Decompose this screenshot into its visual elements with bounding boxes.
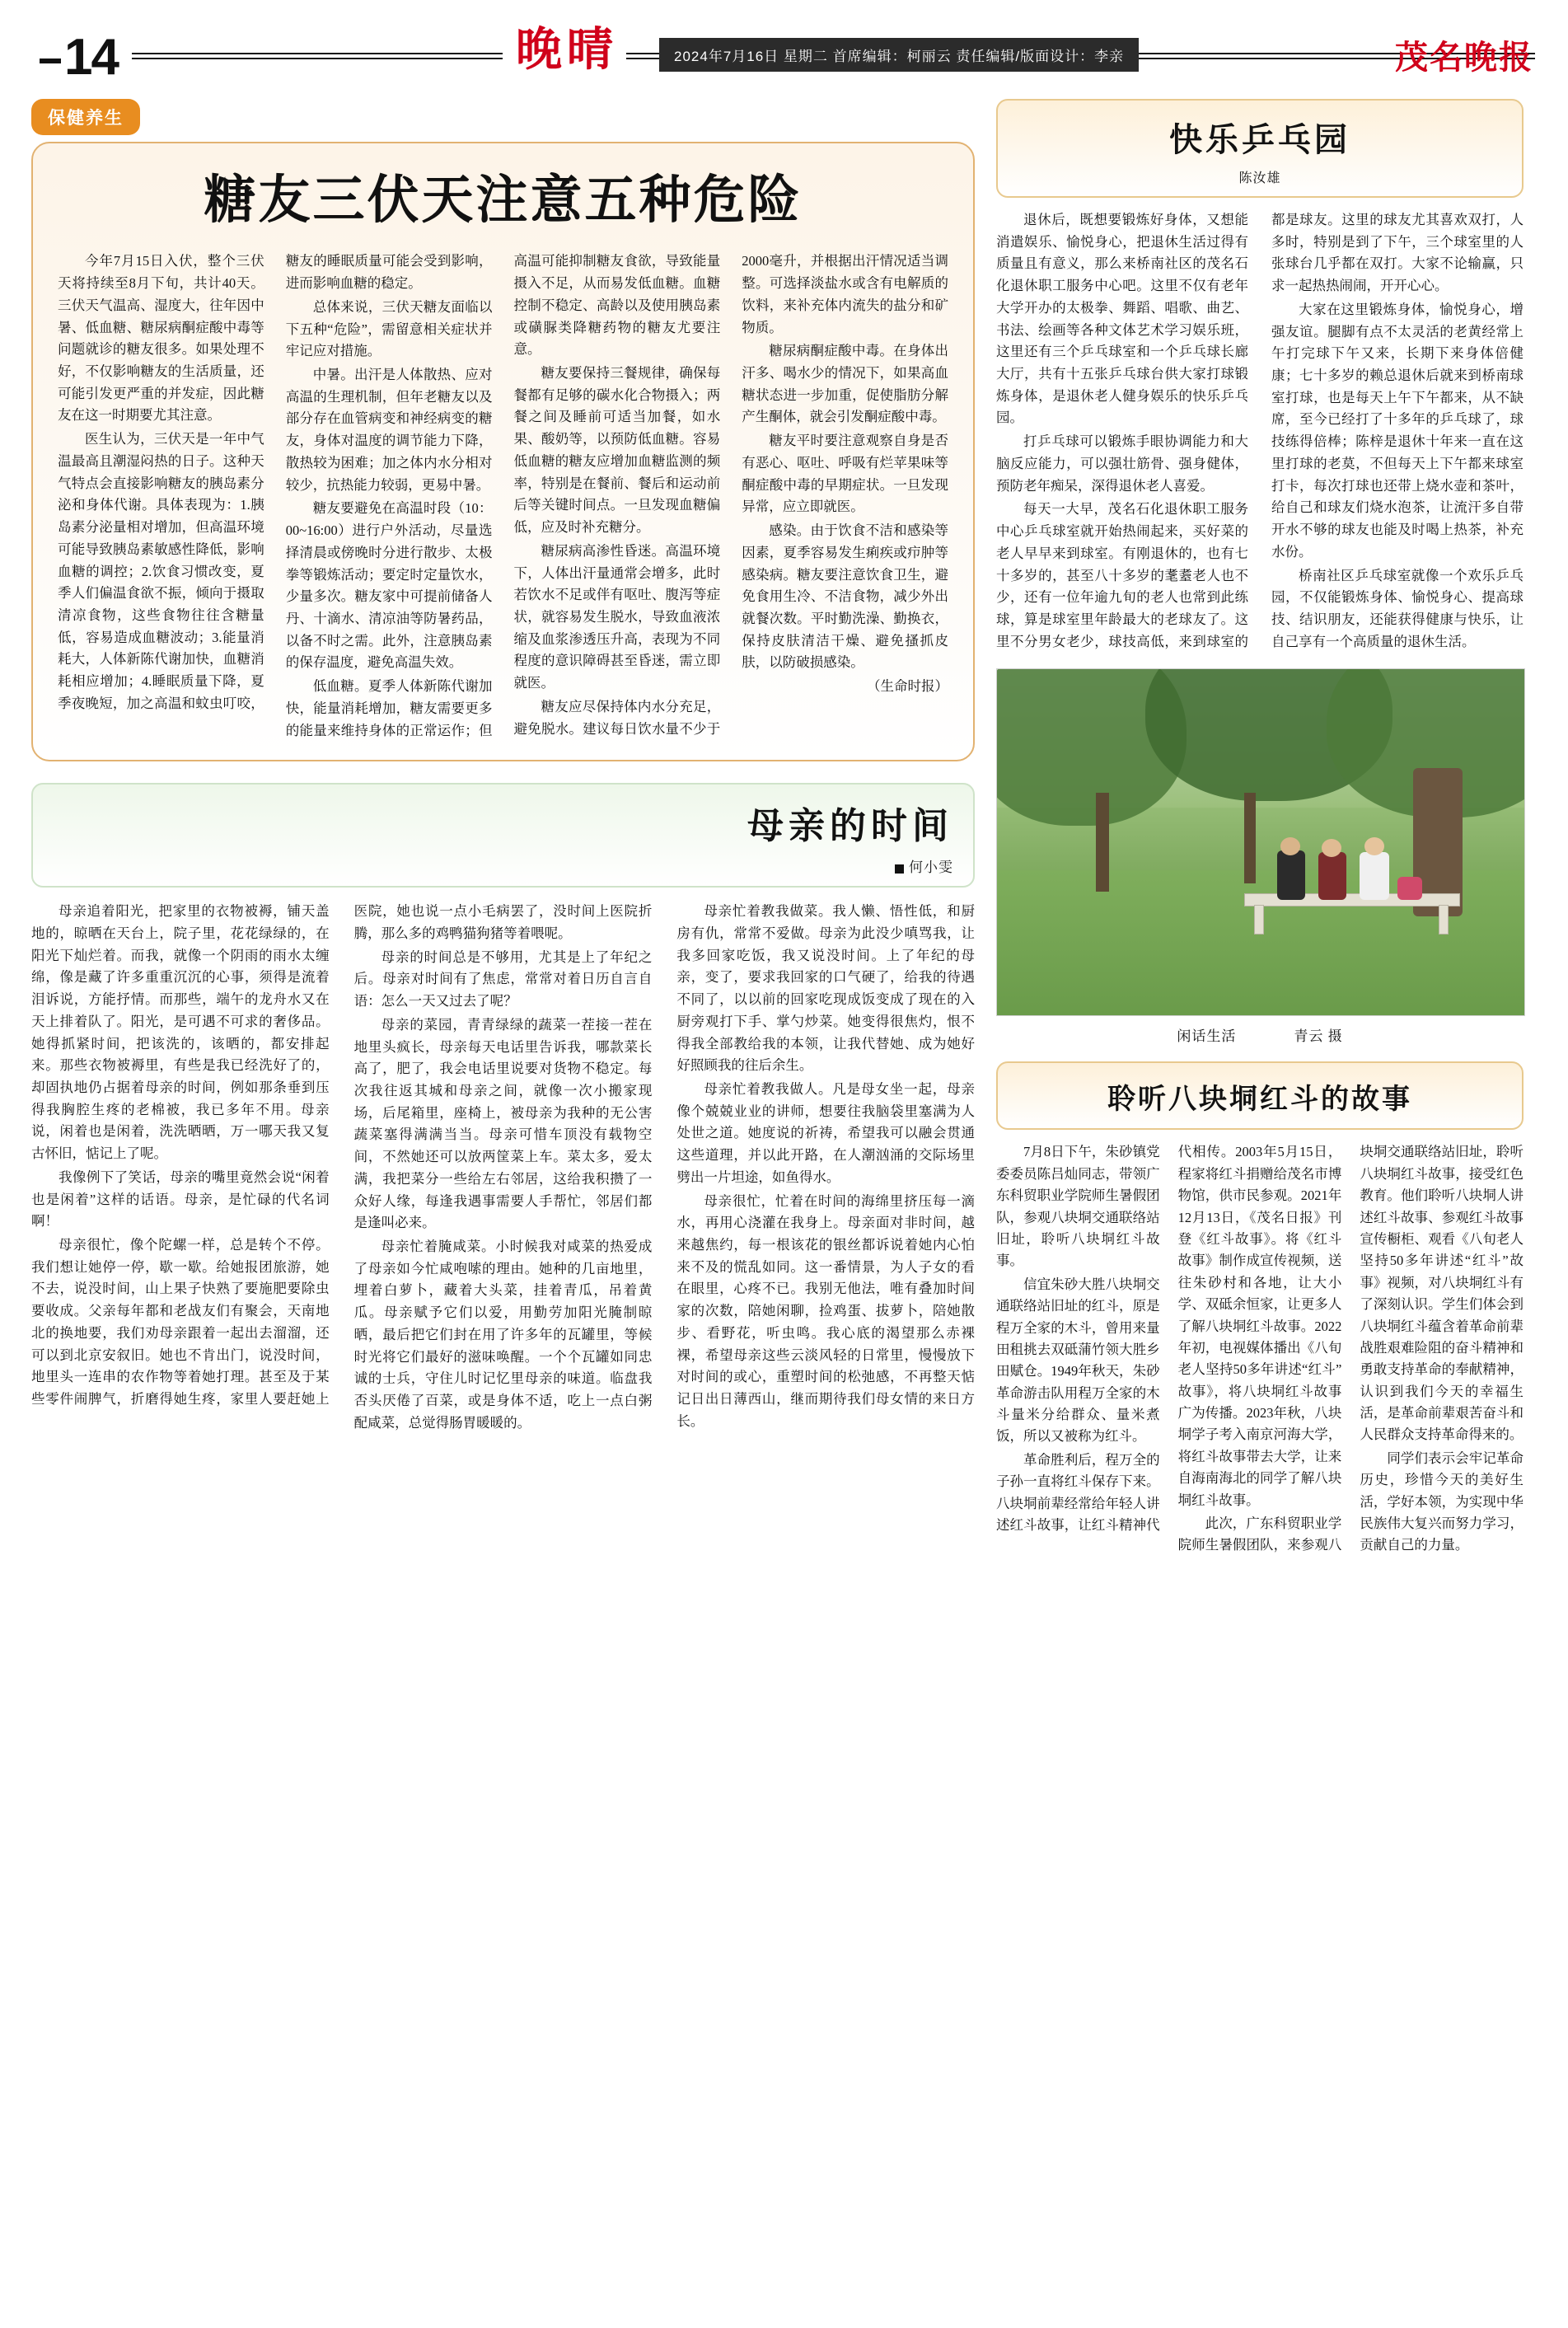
paragraph: 总体来说，三伏天糖友面临以下五种“危险”，需留意相关症状并牢记应对措施。 bbox=[285, 298, 493, 359]
paragraph: 信宜朱砂大胜八块垌交通联络站旧址的红斗，原是程万全家的木斗，曾用来量田租挑去双砥蒲竹领大胜乡田赋仓。1949年秋天，朱砂革命游击队用程万全家的木斗量米分给群众、量米煮饭，所以又被称为红斗。 bbox=[996, 1276, 1160, 1445]
paragraph: 大家在这里锻炼身体，愉悦身心，增强友谊。腿脚有点不太灵活的老黄经常上午打完球下午又来，长期下来身体倍健康；七十多岁的赖总退休后就来到桥南球室打球，也是每天上午下午都来，从不缺席，至今已经打了十多年的乒乓球了，球技练得倍棒；陈梓是退休十年来一直在这里打球的老莫，不但每天上下午都来球室打卡，每次打球也还带上烧水壶和茶叶，给自己和球友们烧水泡茶，让流汗多自带开水不够的球友也能及时喝上热茶，补充水份。 bbox=[1271, 301, 1524, 560]
photo-bench-leg bbox=[1439, 905, 1449, 934]
masthead-meta: 2024年7月16日 星期二 首席编辑：柯丽云 责任编辑/版面设计：李亲 bbox=[659, 38, 1139, 72]
paragraph: 糖尿病高渗性昏迷。高温环境下，人体出汗量通常会增多，此时若饮水不足或伴有呕吐、腹泻等症状，就容易发生脱水，导致血液浓缩及血浆渗透压升高，表现为不同程度的意识障碍甚至昏迷，需立即就医。 bbox=[513, 542, 721, 691]
left-column bbox=[31, 99, 975, 1557]
photo-bench-leg bbox=[1254, 905, 1264, 934]
photo-figure bbox=[996, 668, 1524, 1048]
page-number: 14 bbox=[40, 28, 118, 87]
photo-tree-trunk bbox=[1096, 793, 1109, 892]
main-article-body bbox=[58, 251, 948, 742]
paragraph: 糖友应尽保持体内水分充足，避免脱水。建议每日饮水量不少于2000毫升，并根据出汗情况适当调整。可选择淡盐水或含有电解质的饮料，来补充体内流失的盐分和矿物质。 bbox=[513, 253, 948, 737]
paragraph: 母亲忙着腌咸菜。小时候我对咸菜的热爱成了母亲如今忙咸咆嗦的理由。她种的几亩地里，埋着白萝卜，藏着大头菜，挂着青瓜，吊着黄瓜。母亲赋予它们以爱，用勤劳加阳光腌制晾晒，最后把它们封在用了许多年的瓦罐里，等候时光将它们最好的滋味唤醒。一个个瓦罐如同忠诚的士兵，守住儿时记忆里母亲的味道。临盘我否头厌倦了百菜，或是身体不适，吃上一点白粥配咸菜，总觉得肠胃暖暖的。 bbox=[353, 1239, 653, 1431]
paragraph: 感染。由于饮食不洁和感染等因素，夏季容易发生痢疾或疖肿等感染病。糖友要注意饮食卫生，避免食用生冷、不洁食物，减少外出就餐次数。平时勤洗澡、勤换衣，保持皮肤清洁干燥、避免搔抓皮肤，以防破损感染。 bbox=[742, 522, 948, 671]
paragraph: 我像例下了笑话，母亲的嘴里竟然会说“闲着也是闲着”这样的话语。母亲，是忙碌的代名词啊！ bbox=[31, 1169, 330, 1230]
paragraph: 革命胜利后，程万全的子孙一直将红斗保存下来。八块垌前辈经常给年轻人讲述红斗故事，让红斗精神代代相传。2003年5月15日，程家将红斗捐赠给茂名市博物馆，供市民参观。2021年12月13日，《茂名日报》刊登《红斗故事》。将《红斗故事》制作成宣传视频，送往朱砂村和各地，让大小学、双砥余恒家，让更多人了解八块垌红斗故事。2022年初，电视媒体播出《八旬老人坚持50多年讲述“红斗”故事》，将八块垌红斗故事广为传播。2023年秋，八块垌学子考入南京河海大学，将红斗故事带去大学，让来自海南海北的同学了解八块垌红斗故事。 bbox=[996, 1144, 1342, 1534]
park-photo bbox=[996, 668, 1525, 1016]
paragraph: 母亲追着阳光，把家里的衣物被褥，铺天盖地的，晾晒在天台上，院子里，花花绿绿的，在阳光下灿烂着。而我，就像一个阴雨的雨水太缠绵，像是藏了许多重重沉沉的心事，须得是流着泪诉说，方能抒情。而那些，端午的龙舟水又在天上排着队了。阳光，是可遇不可求的奢侈品。她得抓紧时间，把该洗的，该晒的，都安排起来。那些衣物被褥里，有些是我已经洗好了的，却固执地仍占据着母亲的时间，例如那条垂到压得我胸腔生疼的老棉被，我已多年不用。母亲说，闲着也是闲着，洗洗晒晒，万一哪天我又复古怀旧，惦记上了呢。 bbox=[31, 903, 330, 1162]
story-article-header bbox=[996, 1061, 1524, 1130]
main-article bbox=[31, 142, 975, 761]
masthead bbox=[0, 0, 1568, 99]
section-tag: 保健养生 bbox=[31, 99, 140, 135]
photo-person bbox=[1318, 852, 1346, 900]
paragraph: 母亲很忙，忙着在时间的海绵里挤压每一滴水，再用心浇灌在我身上。母亲面对非时间，越来越焦约，每一根该花的银丝都诉说着她内心怕来不及的慌乱如同。这一番情景，为人子女的看在眼里，心疼不已。我别无他法，唯有叠加时间家的次数，陪她闲聊，捡鸡蛋、拔萝卜，陪她散步、看野花，听虫鸣。我心底的渴望那么赤裸裸，希望母亲这些云淡风轻的日常里，慢慢放下对时间的或心，重塑时间的松弛感，不再整天惦记日出日薄西山，继而期待我们母女情的来日方长。 bbox=[676, 1192, 975, 1429]
logo-char-2: 晴 bbox=[567, 22, 613, 77]
paragraph: 糖友要避免在高温时段（10：00~16:00）进行户外活动，尽量选择清晨或傍晚时分进行散步、太极拳等锻炼活动；要定时定量饮水，少量多次。糖友家中可提前储备人丹、十滴水、清凉油等防暑药品，以备不时之需。此外，注意胰岛素的保存温度，避免高温失效。 bbox=[285, 500, 493, 671]
right-column bbox=[996, 99, 1524, 1557]
pingpong-article-header bbox=[996, 99, 1524, 198]
paragraph: 母亲的菜园，青青绿绿的蔬菜一茬接一茬在地里头疯长，母亲每天电话里告诉我，哪款菜长高了，肥了，我会电话里说要对货物不稳定。每次我往返其城和母亲之间，就像一次小搬家现场，后尾箱里，座椅上，被母亲为我种的无公害蔬菜塞得满满当当。母亲可惜车顶没有载物空间，不然她还可以放两筐菜上车。菜太多，爱太满，我把菜分一些给左右邻居，这给我积攒了一众好人缘，每逢我遇事需要人手帮忙，邻居们都是逢叫必来。 bbox=[353, 1016, 653, 1231]
paragraph: 医生认为，三伏天是一年中气温最高且潮湿闷热的日子。这种天气特点会直接影响糖友的胰岛素分泌和身体代谢。具体表现为：1.胰岛素分泌量相对增加，但高温环境可能导致胰岛素敏感性降低，影响血糖的调控；2.饮食习惯改变，夏季人们偏温食欲不振，倾向于摄取清凉食物，这些食物往往含糖量低，容易造成血糖波动；3.能量消耗大，人体新陈代谢加快，血糖消耗相应增加；4.睡眠质量下降，夏季夜晚短，加之高温和蚊虫叮咬，糖友的睡眠质量可能会受到影响，进而影响血糖的稳定。 bbox=[58, 253, 493, 711]
logo-char-1: 晚 bbox=[516, 22, 562, 77]
paragraph: 中暑。出汗是人体散热、应对高温的生理机制，但年老糖友以及部分存在血管病变和神经病变的糖友，身体对温度的调节能力下降，散热较为困难；加之体内水分相对较少，抗热能力较弱，更易中暑。 bbox=[285, 367, 493, 493]
story-article-title: 聆听八块垌红斗的故事 bbox=[1107, 1083, 1412, 1117]
photo-caption-title: 闲话生活 bbox=[1177, 1028, 1237, 1045]
dash-decoration bbox=[40, 59, 61, 63]
masthead-brand: 茂名晚报 bbox=[1395, 38, 1533, 77]
photo-credit: 青云 摄 bbox=[1294, 1028, 1343, 1045]
mother-article-header bbox=[31, 783, 975, 888]
paragraph: 桥南社区乒乓球室就像一个欢乐乒乓园，不仅能锻炼身体、愉悦身心、提高球技、结识朋友，还能获得健康与快乐，让自己享有一个高质量的退休生活。 bbox=[1271, 567, 1524, 649]
main-article-title: 糖友三伏天注意五种危险 bbox=[204, 169, 803, 230]
photo-caption bbox=[996, 1016, 1524, 1048]
paragraph: 母亲的时间总是不够用，尤其是上了年纪之后。母亲对时间有了焦虑，常常对着日历自言自语：怎么一天又过去了呢？ bbox=[353, 949, 653, 1009]
story-article-body bbox=[996, 1141, 1524, 1556]
page-content bbox=[0, 99, 1568, 1557]
paragraph: 母亲很忙，像个陀螺一样，总是转个不停。我们想让她停一停，歇一歇。给她报团旅游，她不去，说没时间，山上果子快熟了要施肥要除虫要收成。父亲每年都和老战友们有聚会，天南地北的换地要，我们劝母亲跟着一起出去溜溜，还可以到北京安叙旧。她也不肯出门，说没时间，地里头一连串的农作物等着她打理。甚至及于某些零件闹脾气，折磨得她生疼，家里人要赶她上医院，她也说一点小毛病罢了，没时间上医院折腾，那么多的鸡鸭猫狗猪等着喂呢。 bbox=[31, 903, 653, 1408]
mother-article-byline: 何小雯 bbox=[53, 855, 953, 876]
mother-article-body bbox=[31, 901, 975, 1434]
paragraph: 打乒乓球可以锻炼手眼协调能力和大脑反应能力，可以强壮筋骨、强身健体，预防老年痴呆，深得退休老人喜爱。 bbox=[996, 433, 1248, 494]
paragraph: 母亲忙着教我做人。凡是母女坐一起，母亲像个兢兢业业的讲师，想要往我脑袋里塞满为人处世之道。她度说的祈祷，希望我可以融会贯通这些道理，并以此开路，在人潮汹涌的交际场里劈出一片坦途，如鱼得水。 bbox=[676, 1081, 975, 1185]
square-bullet-icon bbox=[895, 864, 904, 874]
paragraph: 7月8日下午，朱砂镇党委委员陈吕灿同志，带领广东科贸职业学院师生暑假团队，参观八块垌交通联络站旧址，聆听八块垌红斗故事。 bbox=[996, 1144, 1160, 1269]
photo-tree-trunk bbox=[1244, 793, 1256, 883]
paragraph: 今年7月15日入伏，整个三伏天将持续至8月下旬，共计40天。三伏天气温高、湿度大，往年因中暑、低血糖、糖尿病酮症酸中毒等问题就诊的糖友很多。如果处理不好，不仅影响糖友的生活质量，还可能引发更严重的并发症，因此糖友在这一时期要尤其注意。 bbox=[58, 253, 264, 424]
pingpong-article-body bbox=[996, 209, 1524, 653]
photo-person bbox=[1277, 850, 1305, 900]
paragraph: 同学们表示会牢记革命历史，珍惜今天的美好生活，学好本领，为实现中华民族伟大复兴而努力学习，贡献自己的力量。 bbox=[1360, 1450, 1524, 1553]
article-source: （生命时报） bbox=[867, 678, 948, 695]
paragraph: 糖友要保持三餐规律，确保每餐都有足够的碳水化合物摄入；两餐之间及睡前可适当加餐，如水果、酸奶等，以预防低血糖。容易低血糖的糖友应增加血糖监测的频率，特别是在餐前、餐后和运动前后等关键时间点。一旦发现血糖偏低，应及时补充糖分。 bbox=[513, 365, 721, 536]
publication-logo bbox=[503, 16, 626, 82]
paragraph: 糖友平时要注意观察自身是否有恶心、呕吐、呼吸有烂苹果味等酮症酸中毒的早期症状。一旦发现异常，应立即就医。 bbox=[742, 433, 948, 515]
paragraph: 低血糖。夏季人体新陈代谢加快，能量消耗增加，糖友需要更多的能量来维持身体的正常运作；但高温可能抑制糖友食欲，导致能量摄入不足，从而易发低血糖。血糖控制不稳定、高龄以及使用胰岛素或磺脲类降糖药物的糖友尤要注意。 bbox=[285, 253, 721, 738]
pingpong-article-title: 快乐乒乓园 bbox=[1169, 120, 1350, 159]
paragraph: 此次，广东科贸职业学院师生暑假团队，来参观八块垌交通联络站旧址，聆听八块垌红斗故事，接受红色教育。他们聆听八块垌人讲述红斗故事、参观红斗故事宣传橱柜、观看《八旬老人坚持50多年讲述“红斗”故事》视频，对八块垌红斗有了深刻认识。学生们体会到八块垌红斗蕴含着革命前辈战胜艰难险阻的奋斗精神和勇敢支持革命的奉献精神，认识到我们今天的幸福生活，是革命前辈艰苦奋斗和人民群众支持革命得来的。 bbox=[1177, 1144, 1524, 1553]
photo-bag bbox=[1397, 877, 1422, 900]
paragraph: 退休后，既想要锻炼好身体，又想能消遣娱乐、愉悦身心，把退休生活过得有质量且有意义，那么来桥南社区的茂名石化退休职工服务中心吧。这里不仅有老年大学开办的太极拳、舞蹈、唱歌、曲艺、书法、绘画等各种文体艺术学习娱乐班，这里还有三个乒乓球室和一个乒乓球长廊大厅，共有十五张乒乓球台供大家打球锻炼身体，是退休老人健身娱乐的快乐乒乓园。 bbox=[996, 212, 1248, 426]
photo-person bbox=[1360, 852, 1389, 900]
paragraph: 母亲忙着教我做菜。我人懒、悟性低，和厨房有仇，常常不爱做。母亲为此没少嗔骂我，让我多回家吃饭，我又说没时间。上了年纪的母亲，变了，要求我回家的口气硬了，给我的待遇不同了，以以前的回家吃现成饭变成了现在的入厨旁观打下手、掌勺炒菜。她变得很焦灼，恨不得我全部教给我的本领，让我代替她、成为她好好照顾我的往后余生。 bbox=[676, 903, 975, 1074]
paragraph: 糖尿病酮症酸中毒。在身体出汗多、喝水少的情况下，如果高血糖状态进一步加重，促使脂肪分解产生酮体，就会引发酮症酸中毒。 bbox=[742, 343, 948, 425]
mother-article-title: 母亲的时间 bbox=[747, 805, 953, 848]
paragraph: 每天一大早，茂名石化退休职工服务中心乒乓球室就开始热闹起来，买好菜的老人早早来到球室。有刚退休的，也有七十多岁的，甚至八十多岁的耄耋老人也不少，还有一位年逾九旬的老人也常到此练球，算是球室里年龄最大的老球友了。这里不分男女老少，球技高低，来到球室的都是球友。这里的球友尤其喜欢双打，人多时，特别是到了下午，三个球室里的人张球台几乎都在双打。大家不论输赢，只求一起热热闹闹，开开心心。 bbox=[996, 212, 1524, 649]
pingpong-article-byline: 陈汝雄 bbox=[1238, 171, 1281, 185]
